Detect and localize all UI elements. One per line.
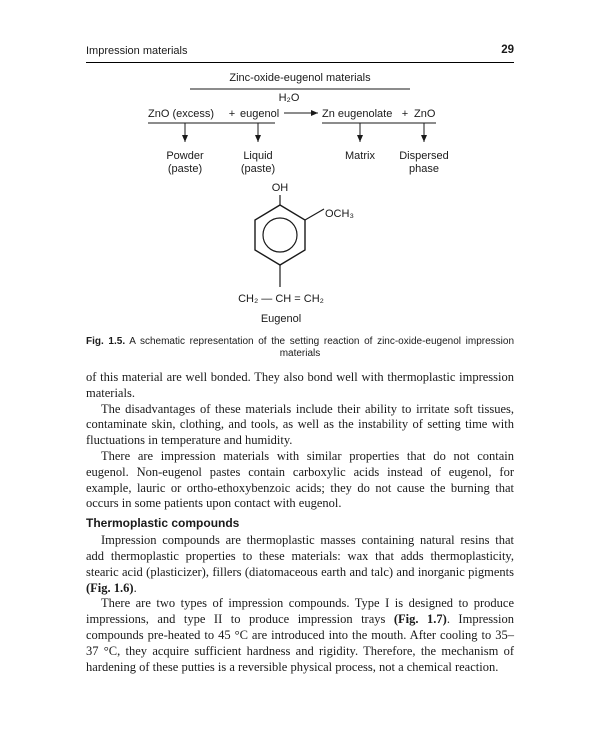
paragraph-4 xyxy=(86,533,514,596)
figure-ref-1-6: (Fig. 1.6) xyxy=(86,580,134,595)
eugenol-structure xyxy=(238,182,354,325)
body-text xyxy=(86,370,514,675)
label-liquid: Liquid xyxy=(243,150,273,162)
product-eugenolate: Zn eugenolate xyxy=(322,108,393,120)
page-number: 29 xyxy=(501,44,514,56)
oh-label: OH xyxy=(271,182,289,194)
molecule-name: Eugenol xyxy=(260,313,302,325)
product-zno: ZnO xyxy=(414,108,436,120)
label-dispersed-sub: phase xyxy=(409,163,439,175)
paragraph-5-text: There are two types of impression compounds. Type I is designed to produce impressions, and type II to produce impression trays xyxy=(86,596,514,627)
label-dispersed: Dispersed xyxy=(399,150,449,162)
figure-ref-1-7: (Fig. 1.7) xyxy=(393,612,447,627)
figure-title: Zinc-oxide-eugenol materials xyxy=(229,72,371,84)
figure-caption xyxy=(86,336,514,360)
plus-sign-2: + xyxy=(401,108,409,120)
caption-label: Fig. 1.5. xyxy=(86,336,126,347)
paragraph-5 xyxy=(86,596,514,675)
water-label: H₂O xyxy=(278,92,300,104)
reactant-zno: ZnO (excess) xyxy=(148,108,215,120)
aromatic-circle xyxy=(263,218,297,252)
och3-label: OCH₃ xyxy=(325,208,354,220)
paragraph-2: The disadvantages of these materials include their ability to irritate soft tissues, contaminate skin, clothing, and tools, as well as the instability of setting time with fluctuations in temperature and humidity. xyxy=(86,401,514,448)
allyl-chain: CH₂ — CH = CH₂ xyxy=(238,293,324,305)
paragraph-4-text: Impression compounds are thermoplastic masses containing natural resins that add thermoplastic properties to these materials: wax that adds thermoplasticity, stearic acid (plasticizer), fillers (diatomaceous earth and talc) and inorganic pigments xyxy=(86,533,514,579)
methoxy-bond xyxy=(305,209,324,220)
label-matrix: Matrix xyxy=(345,150,375,162)
section-heading: Thermoplastic compounds xyxy=(86,516,240,531)
section-title: Impression materials xyxy=(86,45,188,57)
label-liquid-sub: (paste) xyxy=(240,163,276,175)
label-powder: Powder xyxy=(166,150,204,162)
label-powder-sub: (paste) xyxy=(167,163,203,175)
paragraph-4-end: . xyxy=(133,580,137,595)
paragraph-1: of this material are well bonded. They also bond well with thermoplastic impression materials. xyxy=(86,370,514,400)
reaction-diagram xyxy=(0,0,600,340)
plus-sign-1: + xyxy=(228,108,236,120)
paragraph-5-end: . Impression compounds pre-heated to 45 °C are introduced into the mouth. After cooling to 35–37 °C, they acquire sufficient hardness and rigidity. Therefore, the mechanism of hardening of these putties is a reversible physical process, not a chemical reaction. xyxy=(86,612,514,674)
paragraph-3: There are impression materials with similar properties that do not contain eugenol. Non-eugenol pastes contain carboxylic acids instead of eugenol, for example, lauric or ortho-ethoxybenzoic acids; they do not cause the burning that occurs in some patients upon contact with eugenol. xyxy=(86,448,514,511)
caption-text: A schematic representation of the setting reaction of zinc-oxide-eugenol impression materials xyxy=(129,336,515,359)
reactant-eugenol: eugenol xyxy=(240,108,280,120)
